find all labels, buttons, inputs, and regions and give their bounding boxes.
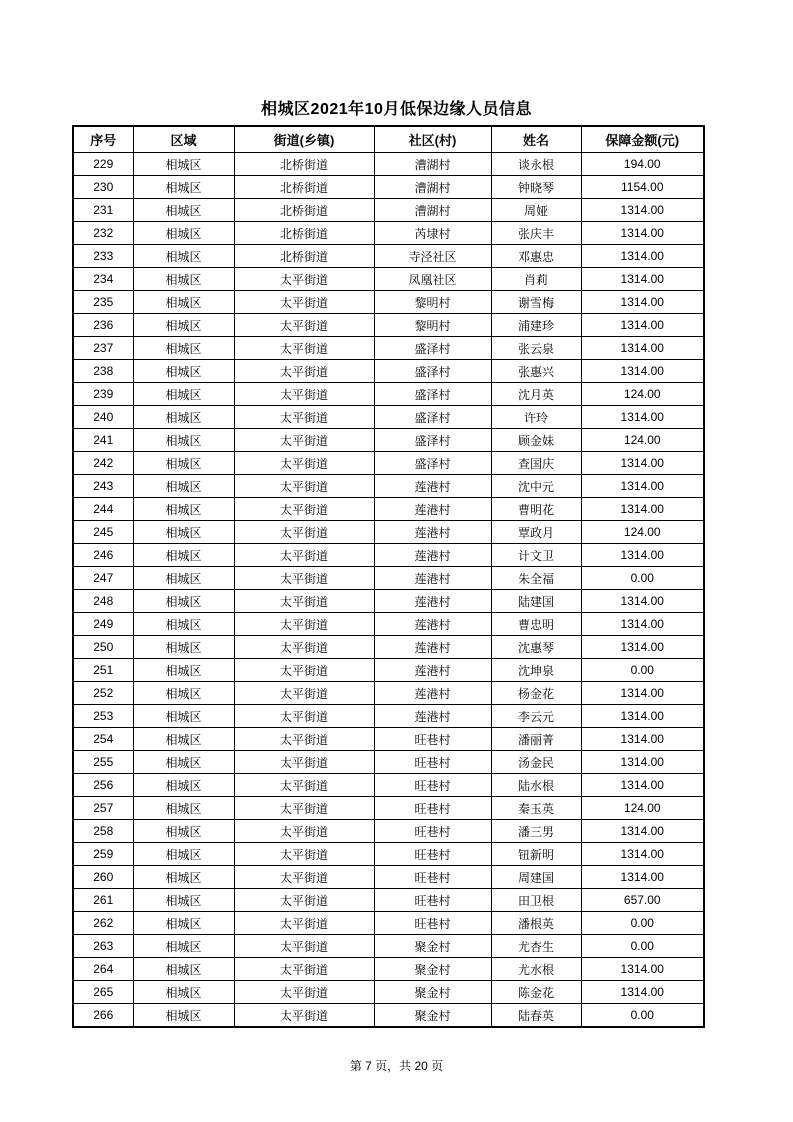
table-cell: 盛泽村 [374, 406, 491, 429]
column-header-4: 姓名 [491, 126, 581, 153]
table-cell: 太平街道 [234, 1004, 374, 1028]
table-cell: 1314.00 [581, 222, 704, 245]
table-row [73, 383, 704, 406]
table-cell: 231 [73, 199, 133, 222]
table-row [73, 590, 704, 613]
table-row [73, 245, 704, 268]
column-header-5: 保障金额(元) [581, 126, 704, 153]
table-row [73, 843, 704, 866]
table-row [73, 889, 704, 912]
table-cell: 陈金花 [491, 981, 581, 1004]
table-cell: 255 [73, 751, 133, 774]
table-cell: 相城区 [133, 705, 234, 728]
table-cell: 0.00 [581, 567, 704, 590]
table-cell: 莲港村 [374, 659, 491, 682]
table-header-row [73, 126, 704, 153]
table-cell: 聚金村 [374, 1004, 491, 1028]
column-header-3: 社区(村) [374, 126, 491, 153]
table-cell: 1314.00 [581, 958, 704, 981]
page-title: 相城区2021年10月低保边缘人员信息 [261, 101, 532, 118]
table-cell: 太平街道 [234, 866, 374, 889]
table-cell: 莲港村 [374, 590, 491, 613]
table-cell: 黎明村 [374, 314, 491, 337]
table-cell: 陆春英 [491, 1004, 581, 1028]
table-cell: 0.00 [581, 912, 704, 935]
table-cell: 潘丽菁 [491, 728, 581, 751]
table-row [73, 705, 704, 728]
table-row [73, 176, 704, 199]
table-cell: 寺泾社区 [374, 245, 491, 268]
table-cell: 曹忠明 [491, 613, 581, 636]
table-row [73, 314, 704, 337]
table-cell: 潘三男 [491, 820, 581, 843]
table-cell: 莲港村 [374, 705, 491, 728]
table-cell: 太平街道 [234, 521, 374, 544]
table-cell: 相城区 [133, 222, 234, 245]
table-cell: 曹明花 [491, 498, 581, 521]
table-cell: 张云泉 [491, 337, 581, 360]
table-cell: 0.00 [581, 659, 704, 682]
table-cell: 相城区 [133, 935, 234, 958]
benefits-table [72, 125, 705, 1028]
table-cell: 莲港村 [374, 567, 491, 590]
table-cell: 265 [73, 981, 133, 1004]
table-row [73, 429, 704, 452]
table-cell: 相城区 [133, 728, 234, 751]
table-cell: 相城区 [133, 1004, 234, 1028]
table-cell: 相城区 [133, 797, 234, 820]
table-cell: 凤凰社区 [374, 268, 491, 291]
table-cell: 261 [73, 889, 133, 912]
table-cell: 相城区 [133, 751, 234, 774]
table-cell: 相城区 [133, 360, 234, 383]
table-cell: 太平街道 [234, 682, 374, 705]
table-cell: 旺巷村 [374, 751, 491, 774]
table-cell: 相城区 [133, 981, 234, 1004]
table-cell: 1314.00 [581, 774, 704, 797]
table-cell: 250 [73, 636, 133, 659]
table-cell: 莲港村 [374, 498, 491, 521]
table-cell: 257 [73, 797, 133, 820]
table-row [73, 268, 704, 291]
table-cell: 相城区 [133, 498, 234, 521]
table-row [73, 613, 704, 636]
table-cell: 124.00 [581, 429, 704, 452]
table-cell: 0.00 [581, 935, 704, 958]
table-cell: 浦建珍 [491, 314, 581, 337]
table-cell: 243 [73, 475, 133, 498]
table-cell: 232 [73, 222, 133, 245]
table-row [73, 1004, 704, 1028]
table-cell: 太平街道 [234, 498, 374, 521]
table-cell: 旺巷村 [374, 728, 491, 751]
table-row [73, 521, 704, 544]
table-cell: 太平街道 [234, 797, 374, 820]
table-cell: 秦玉英 [491, 797, 581, 820]
table-cell: 太平街道 [234, 935, 374, 958]
table-cell: 相城区 [133, 590, 234, 613]
table-cell: 1314.00 [581, 406, 704, 429]
table-cell: 相城区 [133, 406, 234, 429]
table-cell: 234 [73, 268, 133, 291]
table-cell: 周建国 [491, 866, 581, 889]
table-cell: 1314.00 [581, 981, 704, 1004]
table-cell: 尤杏生 [491, 935, 581, 958]
table-cell: 太平街道 [234, 981, 374, 1004]
table-cell: 236 [73, 314, 133, 337]
table-cell: 1314.00 [581, 820, 704, 843]
table-row [73, 337, 704, 360]
table-row [73, 866, 704, 889]
table-cell: 太平街道 [234, 820, 374, 843]
table-row [73, 291, 704, 314]
table-cell: 太平街道 [234, 774, 374, 797]
table-cell: 124.00 [581, 383, 704, 406]
table-cell: 谢雪梅 [491, 291, 581, 314]
column-header-2: 街道(乡镇) [234, 126, 374, 153]
table-cell: 旺巷村 [374, 797, 491, 820]
table-cell: 264 [73, 958, 133, 981]
table-cell: 1314.00 [581, 843, 704, 866]
table-cell: 太平街道 [234, 314, 374, 337]
table-cell: 杨金花 [491, 682, 581, 705]
table-cell: 相城区 [133, 153, 234, 176]
table-cell: 230 [73, 176, 133, 199]
table-cell: 盛泽村 [374, 383, 491, 406]
table-cell: 聚金村 [374, 981, 491, 1004]
table-cell: 194.00 [581, 153, 704, 176]
table-cell: 相城区 [133, 475, 234, 498]
table-cell: 相城区 [133, 199, 234, 222]
table-cell: 太平街道 [234, 751, 374, 774]
table-cell: 陆水根 [491, 774, 581, 797]
table-cell: 1314.00 [581, 590, 704, 613]
table-cell: 莲港村 [374, 521, 491, 544]
table-cell: 266 [73, 1004, 133, 1028]
table-row [73, 797, 704, 820]
page-footer: 第 7 页，共 20 页 [349, 1059, 444, 1073]
table-cell: 聚金村 [374, 958, 491, 981]
table-cell: 太平街道 [234, 590, 374, 613]
table-cell: 太平街道 [234, 406, 374, 429]
table-cell: 漕湖村 [374, 153, 491, 176]
table-cell: 张惠兴 [491, 360, 581, 383]
table-cell: 1314.00 [581, 866, 704, 889]
table-cell: 1314.00 [581, 682, 704, 705]
table-row [73, 475, 704, 498]
table-cell: 相城区 [133, 176, 234, 199]
table-cell: 芮埭村 [374, 222, 491, 245]
table-row [73, 153, 704, 176]
table-cell: 1154.00 [581, 176, 704, 199]
table-cell: 尤水根 [491, 958, 581, 981]
table-cell: 245 [73, 521, 133, 544]
table-cell: 莲港村 [374, 636, 491, 659]
table-cell: 钟晓琴 [491, 176, 581, 199]
table-cell: 太平街道 [234, 268, 374, 291]
table-cell: 盛泽村 [374, 360, 491, 383]
table-cell: 1314.00 [581, 291, 704, 314]
table-cell: 莲港村 [374, 544, 491, 567]
table-cell: 260 [73, 866, 133, 889]
table-cell: 256 [73, 774, 133, 797]
table-cell: 张庆丰 [491, 222, 581, 245]
table-cell: 263 [73, 935, 133, 958]
table-cell: 244 [73, 498, 133, 521]
table-cell: 251 [73, 659, 133, 682]
table-cell: 1314.00 [581, 751, 704, 774]
table-cell: 相城区 [133, 958, 234, 981]
table-cell: 太平街道 [234, 728, 374, 751]
table-cell: 顾金妹 [491, 429, 581, 452]
table-row [73, 958, 704, 981]
table-cell: 248 [73, 590, 133, 613]
table-row [73, 912, 704, 935]
table-cell: 240 [73, 406, 133, 429]
table-cell: 242 [73, 452, 133, 475]
table-cell: 相城区 [133, 383, 234, 406]
table-cell: 太平街道 [234, 452, 374, 475]
table-cell: 太平街道 [234, 291, 374, 314]
table-cell: 相城区 [133, 843, 234, 866]
table-cell: 相城区 [133, 314, 234, 337]
table-cell: 1314.00 [581, 728, 704, 751]
table-cell: 沈月英 [491, 383, 581, 406]
table-cell: 田卫根 [491, 889, 581, 912]
table-cell: 旺巷村 [374, 843, 491, 866]
table-cell: 1314.00 [581, 337, 704, 360]
table-cell: 太平街道 [234, 659, 374, 682]
table-cell: 相城区 [133, 682, 234, 705]
table-cell: 259 [73, 843, 133, 866]
table-cell: 沈坤泉 [491, 659, 581, 682]
table-cell: 太平街道 [234, 429, 374, 452]
table-cell: 相城区 [133, 636, 234, 659]
table-cell: 258 [73, 820, 133, 843]
table-row [73, 774, 704, 797]
table-cell: 124.00 [581, 797, 704, 820]
table-cell: 北桥街道 [234, 222, 374, 245]
table-cell: 肖莉 [491, 268, 581, 291]
table-cell: 覃政月 [491, 521, 581, 544]
table-cell: 相城区 [133, 889, 234, 912]
table-cell: 太平街道 [234, 567, 374, 590]
table-cell: 莲港村 [374, 682, 491, 705]
table-cell: 盛泽村 [374, 337, 491, 360]
table-cell: 旺巷村 [374, 912, 491, 935]
table-cell: 相城区 [133, 452, 234, 475]
table-row [73, 728, 704, 751]
table-cell: 潘根英 [491, 912, 581, 935]
table-cell: 太平街道 [234, 705, 374, 728]
table-cell: 相城区 [133, 774, 234, 797]
table-cell: 查国庆 [491, 452, 581, 475]
table-cell: 1314.00 [581, 613, 704, 636]
table-cell: 相城区 [133, 245, 234, 268]
table-cell: 汤金民 [491, 751, 581, 774]
table-cell: 相城区 [133, 613, 234, 636]
table-cell: 相城区 [133, 912, 234, 935]
table-cell: 237 [73, 337, 133, 360]
table-cell: 邓惠忠 [491, 245, 581, 268]
table-cell: 北桥街道 [234, 245, 374, 268]
table-cell: 1314.00 [581, 544, 704, 567]
table-cell: 陆建国 [491, 590, 581, 613]
table-cell: 太平街道 [234, 636, 374, 659]
table-cell: 相城区 [133, 820, 234, 843]
table-cell: 盛泽村 [374, 452, 491, 475]
table-cell: 黎明村 [374, 291, 491, 314]
table-row [73, 751, 704, 774]
column-header-0: 序号 [73, 126, 133, 153]
table-cell: 1314.00 [581, 245, 704, 268]
table-cell: 相城区 [133, 429, 234, 452]
table-cell: 太平街道 [234, 889, 374, 912]
table-cell: 太平街道 [234, 337, 374, 360]
table-cell: 漕湖村 [374, 199, 491, 222]
table-cell: 谈永根 [491, 153, 581, 176]
table-row [73, 567, 704, 590]
table-cell: 朱全福 [491, 567, 581, 590]
table-cell: 1314.00 [581, 199, 704, 222]
table-cell: 聚金村 [374, 935, 491, 958]
table-cell: 238 [73, 360, 133, 383]
table-cell: 莲港村 [374, 475, 491, 498]
table-cell: 1314.00 [581, 360, 704, 383]
table-cell: 钮新明 [491, 843, 581, 866]
table-row [73, 636, 704, 659]
table-cell: 相城区 [133, 268, 234, 291]
table-cell: 239 [73, 383, 133, 406]
table-row [73, 544, 704, 567]
table-cell: 太平街道 [234, 383, 374, 406]
table-cell: 莲港村 [374, 613, 491, 636]
table-cell: 周娅 [491, 199, 581, 222]
table-cell: 相城区 [133, 544, 234, 567]
table-cell: 相城区 [133, 337, 234, 360]
table-cell: 太平街道 [234, 912, 374, 935]
table-cell: 沈惠琴 [491, 636, 581, 659]
table-cell: 太平街道 [234, 475, 374, 498]
table-cell: 北桥街道 [234, 153, 374, 176]
table-cell: 相城区 [133, 291, 234, 314]
table-row [73, 820, 704, 843]
table-cell: 229 [73, 153, 133, 176]
table-row [73, 498, 704, 521]
table-cell: 253 [73, 705, 133, 728]
table-cell: 254 [73, 728, 133, 751]
table-cell: 太平街道 [234, 544, 374, 567]
table-cell: 相城区 [133, 659, 234, 682]
table-cell: 北桥街道 [234, 199, 374, 222]
table-cell: 北桥街道 [234, 176, 374, 199]
table-cell: 太平街道 [234, 958, 374, 981]
column-header-1: 区域 [133, 126, 234, 153]
table-cell: 233 [73, 245, 133, 268]
table-cell: 相城区 [133, 521, 234, 544]
table-cell: 657.00 [581, 889, 704, 912]
table-row [73, 199, 704, 222]
table-cell: 1314.00 [581, 452, 704, 475]
table-cell: 241 [73, 429, 133, 452]
table-cell: 沈中元 [491, 475, 581, 498]
table-row [73, 935, 704, 958]
table-row [73, 222, 704, 245]
table-cell: 相城区 [133, 866, 234, 889]
table-cell: 235 [73, 291, 133, 314]
table-cell: 1314.00 [581, 636, 704, 659]
table-row [73, 659, 704, 682]
table-cell: 246 [73, 544, 133, 567]
table-cell: 太平街道 [234, 360, 374, 383]
table-cell: 计文卫 [491, 544, 581, 567]
table-cell: 旺巷村 [374, 774, 491, 797]
table-cell: 124.00 [581, 521, 704, 544]
table-cell: 1314.00 [581, 475, 704, 498]
table-row [73, 360, 704, 383]
table-cell: 漕湖村 [374, 176, 491, 199]
table-cell: 旺巷村 [374, 820, 491, 843]
table-cell: 许玲 [491, 406, 581, 429]
table-row [73, 981, 704, 1004]
table-cell: 0.00 [581, 1004, 704, 1028]
table-cell: 249 [73, 613, 133, 636]
table-cell: 李云元 [491, 705, 581, 728]
table-cell: 262 [73, 912, 133, 935]
table-cell: 盛泽村 [374, 429, 491, 452]
table-cell: 1314.00 [581, 314, 704, 337]
table-row [73, 682, 704, 705]
table-cell: 252 [73, 682, 133, 705]
table-row [73, 406, 704, 429]
table-cell: 太平街道 [234, 843, 374, 866]
table-cell: 太平街道 [234, 613, 374, 636]
table-cell: 1314.00 [581, 268, 704, 291]
table-cell: 相城区 [133, 567, 234, 590]
table-row [73, 452, 704, 475]
table-cell: 1314.00 [581, 705, 704, 728]
table-cell: 旺巷村 [374, 866, 491, 889]
table-cell: 旺巷村 [374, 889, 491, 912]
table-cell: 1314.00 [581, 498, 704, 521]
table-cell: 247 [73, 567, 133, 590]
